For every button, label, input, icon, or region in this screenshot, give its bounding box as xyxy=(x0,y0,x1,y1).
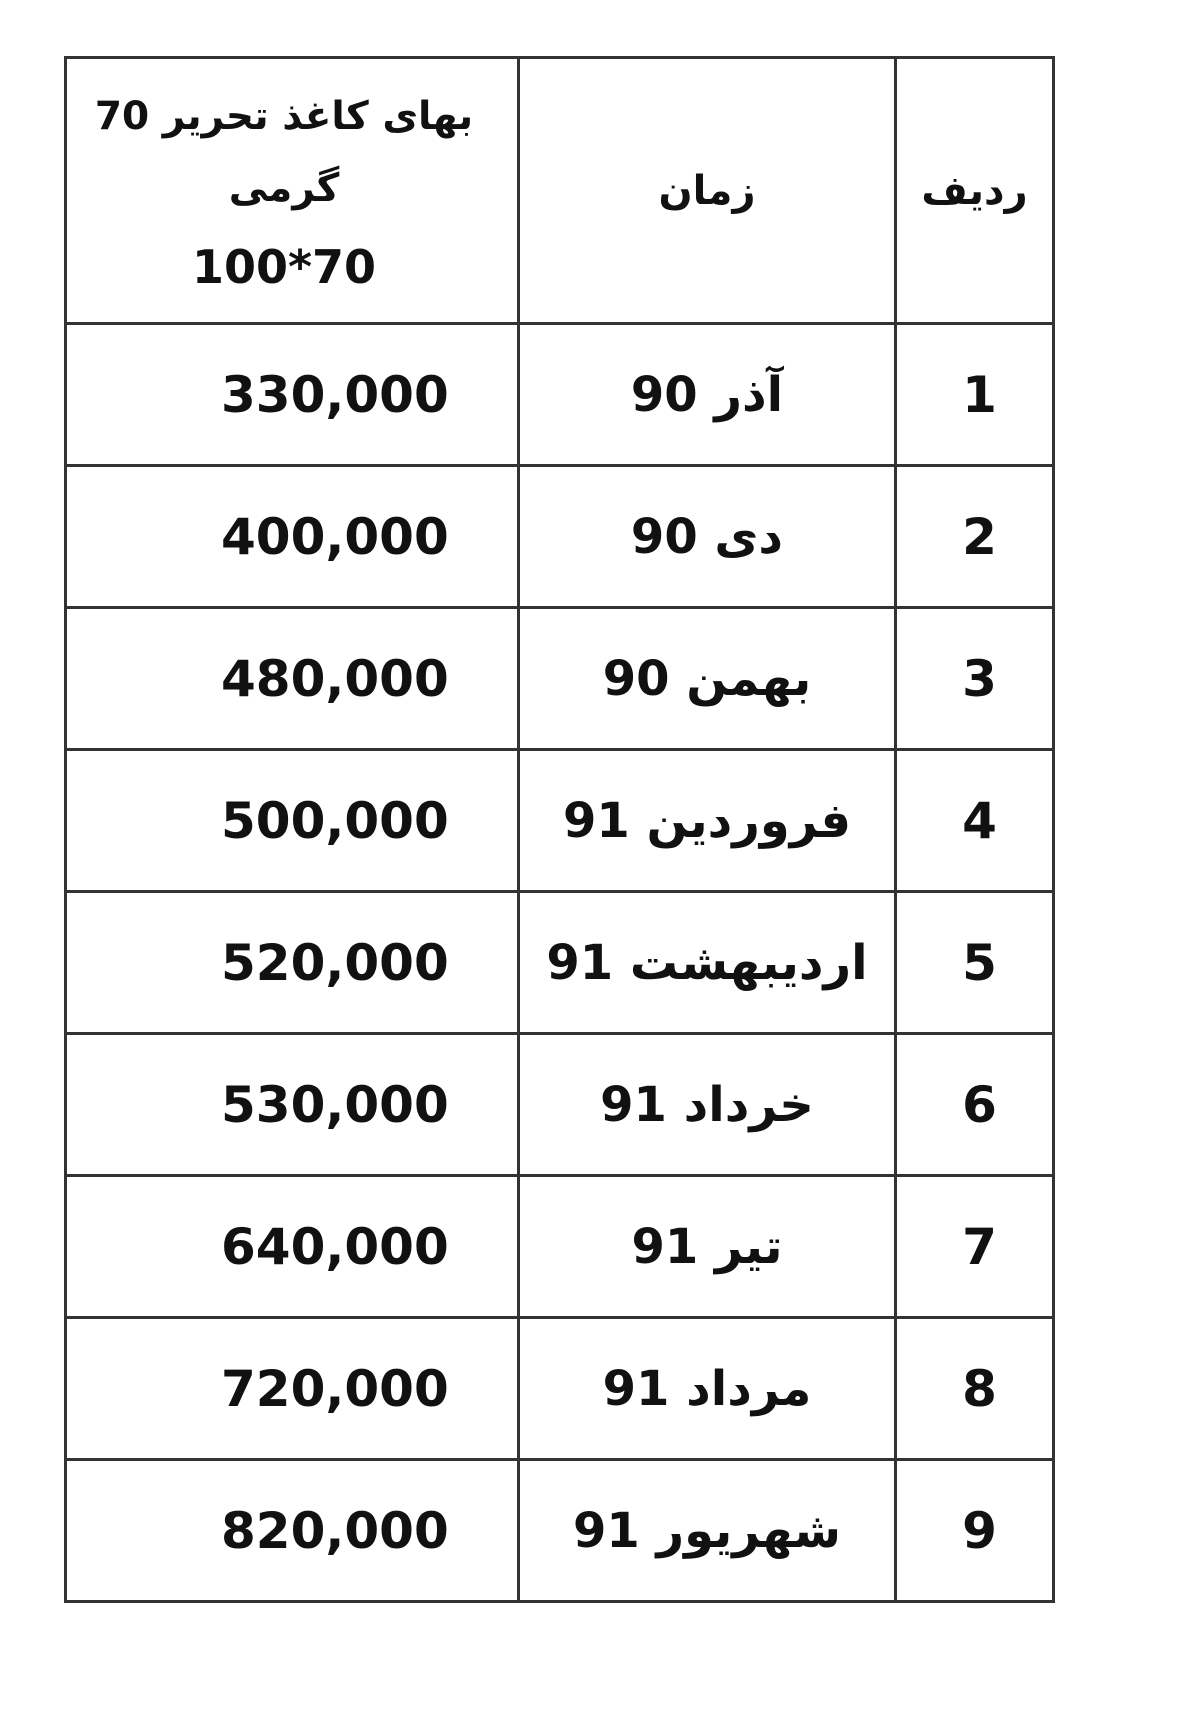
table-row xyxy=(66,466,1054,608)
time-cell: اردیبهشت 91 xyxy=(519,892,896,1034)
row-number-cell: 2 xyxy=(896,466,1054,608)
time-cell: دی 90 xyxy=(519,466,896,608)
table-row xyxy=(66,1460,1054,1602)
table-row xyxy=(66,1176,1054,1318)
header-price-size: 70*100 xyxy=(191,240,377,295)
price-cell: 820,000 xyxy=(66,1460,519,1602)
row-number-cell: 4 xyxy=(896,750,1054,892)
time-cell: خرداد 91 xyxy=(519,1034,896,1176)
table-row xyxy=(66,750,1054,892)
price-cell: 720,000 xyxy=(66,1318,519,1460)
table-row xyxy=(66,892,1054,1034)
table-row xyxy=(66,1318,1054,1460)
table-row xyxy=(66,1034,1054,1176)
price-cell: 500,000 xyxy=(66,750,519,892)
paper-price-table xyxy=(64,56,1055,1603)
table-body xyxy=(66,324,1054,1602)
price-cell: 480,000 xyxy=(66,608,519,750)
header-price xyxy=(66,58,519,324)
row-number-cell: 3 xyxy=(896,608,1054,750)
header-price-title: بهای کاغذ تحریر 70 گرمی xyxy=(94,94,474,212)
price-cell: 640,000 xyxy=(66,1176,519,1318)
row-number-cell: 9 xyxy=(896,1460,1054,1602)
header-time: زمان xyxy=(519,58,896,324)
price-cell: 520,000 xyxy=(66,892,519,1034)
time-cell: مرداد 91 xyxy=(519,1318,896,1460)
price-cell: 330,000 xyxy=(66,324,519,466)
row-number-cell: 8 xyxy=(896,1318,1054,1460)
table-row xyxy=(66,608,1054,750)
time-cell: تیر 91 xyxy=(519,1176,896,1318)
time-cell: فروردین 91 xyxy=(519,750,896,892)
row-number-cell: 6 xyxy=(896,1034,1054,1176)
row-number-cell: 7 xyxy=(896,1176,1054,1318)
price-cell: 400,000 xyxy=(66,466,519,608)
time-cell: شهریور 91 xyxy=(519,1460,896,1602)
time-cell: آذر 90 xyxy=(519,324,896,466)
table-row xyxy=(66,324,1054,466)
row-number-cell: 5 xyxy=(896,892,1054,1034)
row-number-cell: 1 xyxy=(896,324,1054,466)
price-cell: 530,000 xyxy=(66,1034,519,1176)
time-cell: بهمن 90 xyxy=(519,608,896,750)
table-header-row xyxy=(66,58,1054,324)
header-row-number: ردیف xyxy=(896,58,1054,324)
